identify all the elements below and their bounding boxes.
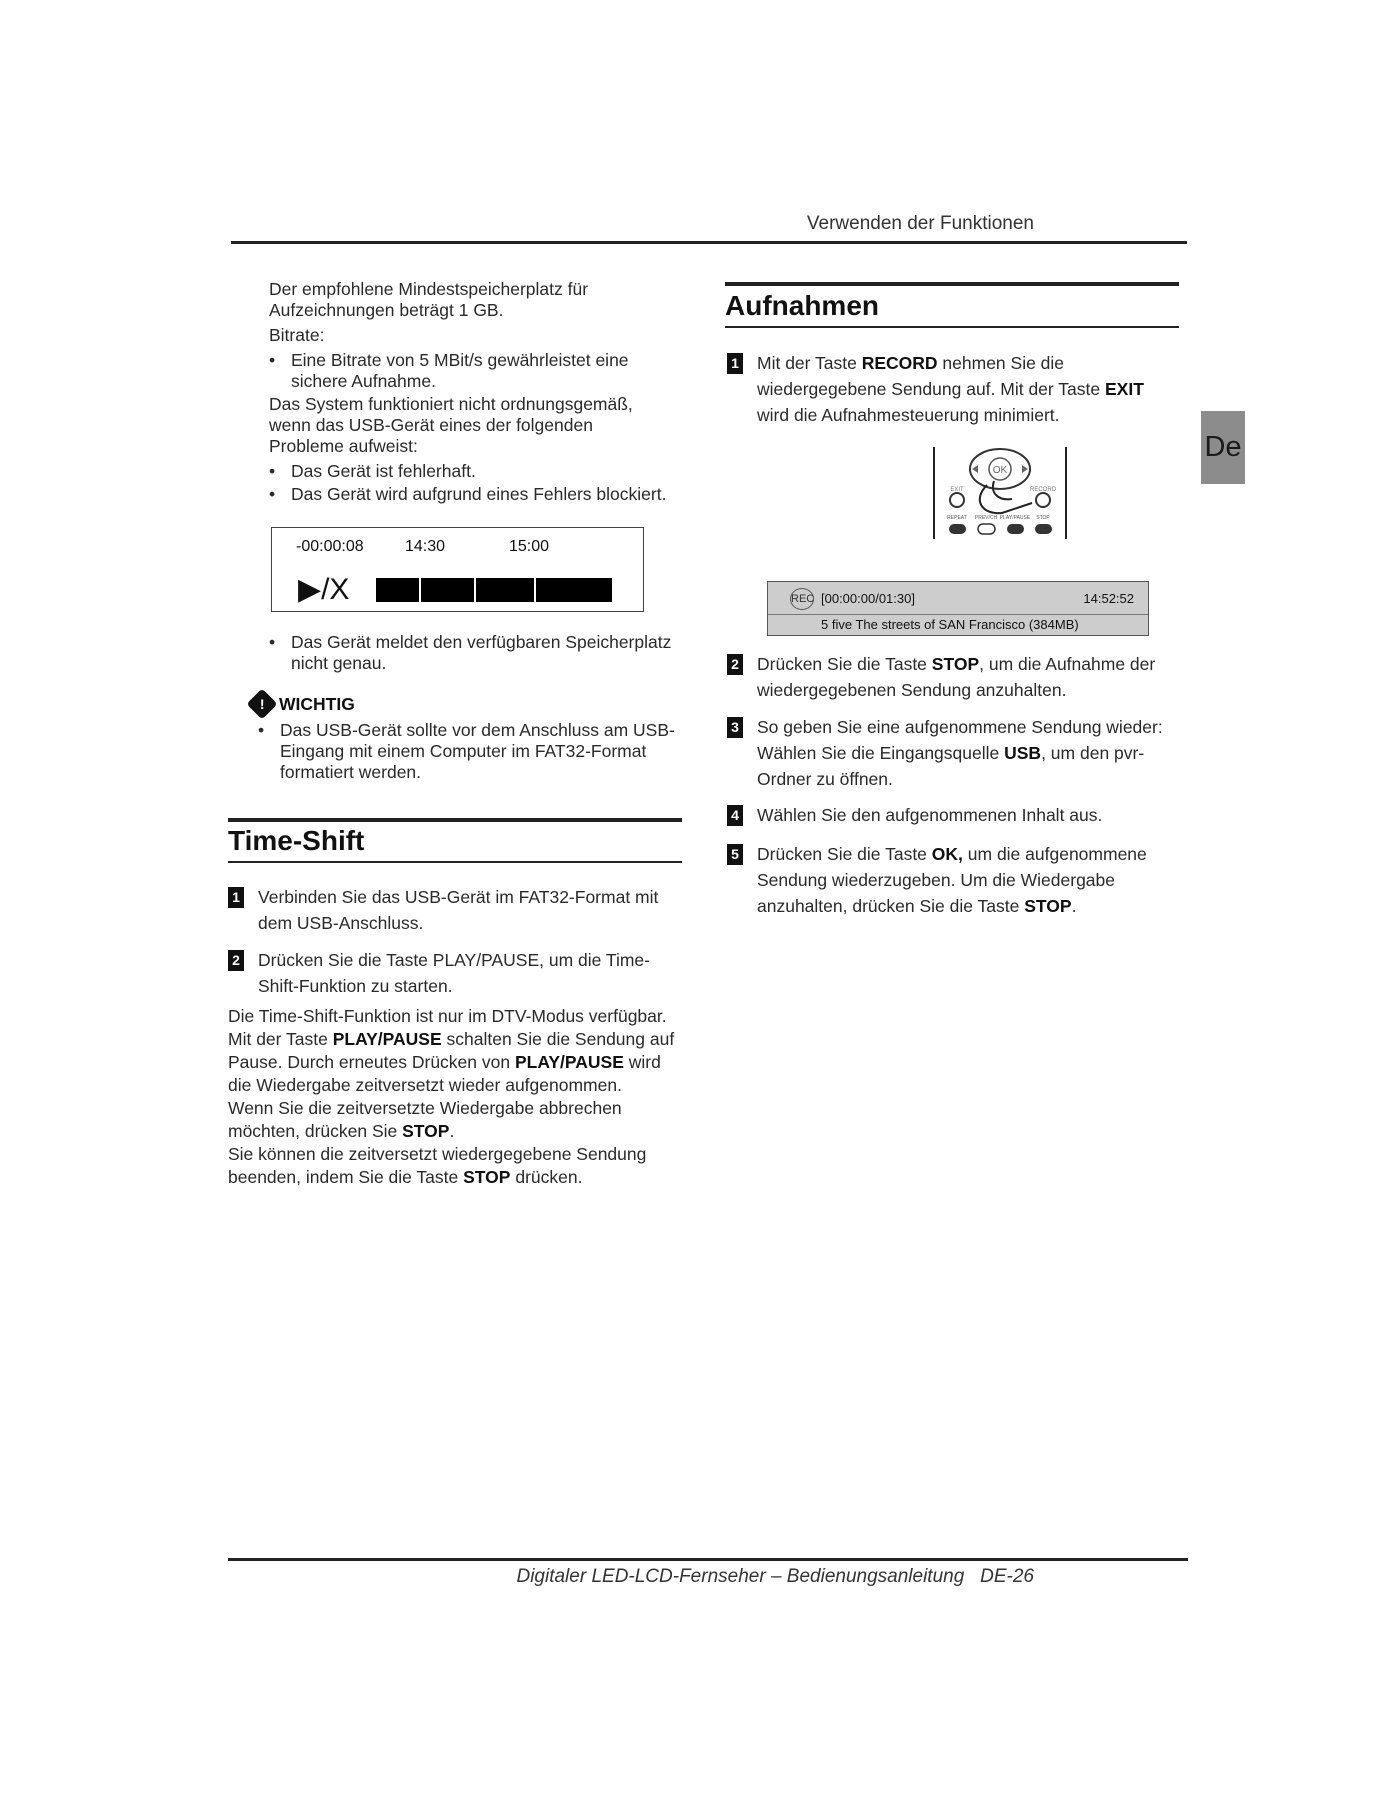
elapsed-time: -00:00:08 <box>296 538 364 555</box>
progress-segment <box>421 578 474 602</box>
page-number: DE-26 <box>980 1566 1034 1587</box>
footer-rule <box>228 1558 1188 1561</box>
start-time: 14:30 <box>405 538 446 555</box>
problem-intro: Das System funktioniert nicht ordnungsgemäß, wenn das USB-Gerät eines der folgenden Probleme aufweist: <box>269 394 633 456</box>
record-key-label: RECORD <box>1029 487 1057 493</box>
rec-clock: 14:52:52 <box>1083 591 1134 606</box>
key-label: STOP <box>1036 515 1050 521</box>
recording-step-4: 4 Wählen Sie den aufgenommenen Inhalt aus. <box>727 802 1177 828</box>
recording-step-3: 3 So geben Sie eine aufgenommene Sendung wieder: Wählen Sie die Eingangsquelle USB, um den pvr-Ordner zu öffnen. <box>727 714 1177 792</box>
timeshift-osd <box>271 527 644 612</box>
remote-illustration <box>932 445 1068 540</box>
rec-indicator: REC <box>790 588 814 610</box>
important-text: • Das USB-Gerät sollte vor dem Anschluss am USB-Eingang mit einem Computer im FAT32-Format formatiert werden. <box>258 720 675 782</box>
warning-icon: ! <box>246 688 277 719</box>
manual-title: Digitaler LED-LCD-Fernseher – Bedienungsanleitung <box>516 1566 965 1587</box>
bitrate-label: Bitrate: <box>269 325 325 345</box>
storage-info <box>269 279 669 507</box>
progress-segment <box>536 578 612 602</box>
recording-status-row <box>768 582 1148 615</box>
play-stop-icon: ▶/X <box>298 573 350 606</box>
storage-min-text: Der empfohlene Mindestspeicherplatz für Aufzeichnungen beträgt 1 GB. <box>269 279 589 320</box>
section-rule <box>725 282 1179 286</box>
timeshift-step-2: 2 Drücken Sie die Taste PLAY/PAUSE, um die Time-Shift-Funktion zu starten. <box>228 947 668 999</box>
header-rule <box>231 241 1187 244</box>
end-time: 15:00 <box>509 538 550 555</box>
key-label: PLAY/PAUSE <box>999 515 1031 521</box>
timeshift-step-1: 1 Verbinden Sie das USB-Gerät im FAT32-Format mit dem USB-Anschluss. <box>228 884 668 936</box>
recording-step-1: 1 Mit der Taste RECORD nehmen Sie die wiedergegebene Sendung auf. Mit der Taste EXIT wird die Aufnahmesteuerung minimiert. <box>727 350 1167 428</box>
recording-osd <box>767 581 1149 636</box>
problem-item: • Das Gerät wird aufgrund eines Fehlers blockiert. <box>269 484 667 504</box>
bitrate-bullet: • Eine Bitrate von 5 MBit/s gewährleistet eine sichere Aufnahme. <box>269 350 629 391</box>
rec-time: [00:00:00/01:30] <box>821 591 915 606</box>
page-footer <box>516 1566 1034 1588</box>
recording-step-5: 5 Drücken Sie die Taste OK, um die aufgenommene Sendung wiederzugeben. Um die Wiedergabe anzuhalten, drücken Sie die Taste STOP. <box>727 841 1167 919</box>
section-rule <box>228 818 682 822</box>
ok-key-label: OK <box>992 465 1008 476</box>
recording-title: Aufnahmen <box>725 290 879 321</box>
rec-program: 5 five The streets of SAN Francisco (384MB) <box>821 617 1079 632</box>
progress-segment <box>476 578 534 602</box>
timeshift-title: Time-Shift <box>228 825 365 856</box>
language-tab: De <box>1201 411 1245 484</box>
problem-last: • Das Gerät meldet den verfügbaren Speicherplatz nicht genau. <box>269 632 672 673</box>
timeshift-note: Die Time-Shift-Funktion ist nur im DTV-Modus verfügbar. Mit der Taste PLAY/PAUSE schalten Sie die Sendung auf Pause. Durch erneutes Drücken von PLAY/PAUSE wird die Wiedergabe zeitversetzt wieder aufgenommen. Wenn Sie die zeitversetzte Wiedergabe abbrechen möchten, drücken Sie STOP. Sie können die zeitversetzt wiedergegebene Sendung beenden, indem Sie die Taste STOP drücken. <box>228 1006 675 1187</box>
section-rule <box>228 861 682 863</box>
key-label: REPEAT <box>947 515 967 521</box>
key-label: PREV/CH <box>974 515 998 521</box>
important-heading: ! WICHTIG <box>251 693 355 715</box>
page-header-title: Verwenden der Funktionen <box>806 213 1034 234</box>
progress-segment <box>376 578 419 602</box>
problem-item: • Das Gerät ist fehlerhaft. <box>269 461 476 481</box>
exit-key-label: EXIT <box>950 487 964 493</box>
section-rule <box>725 326 1179 328</box>
recording-step-2: 2 Drücken Sie die Taste STOP, um die Aufnahme der wiedergegebenen Sendung anzuhalten. <box>727 651 1177 703</box>
